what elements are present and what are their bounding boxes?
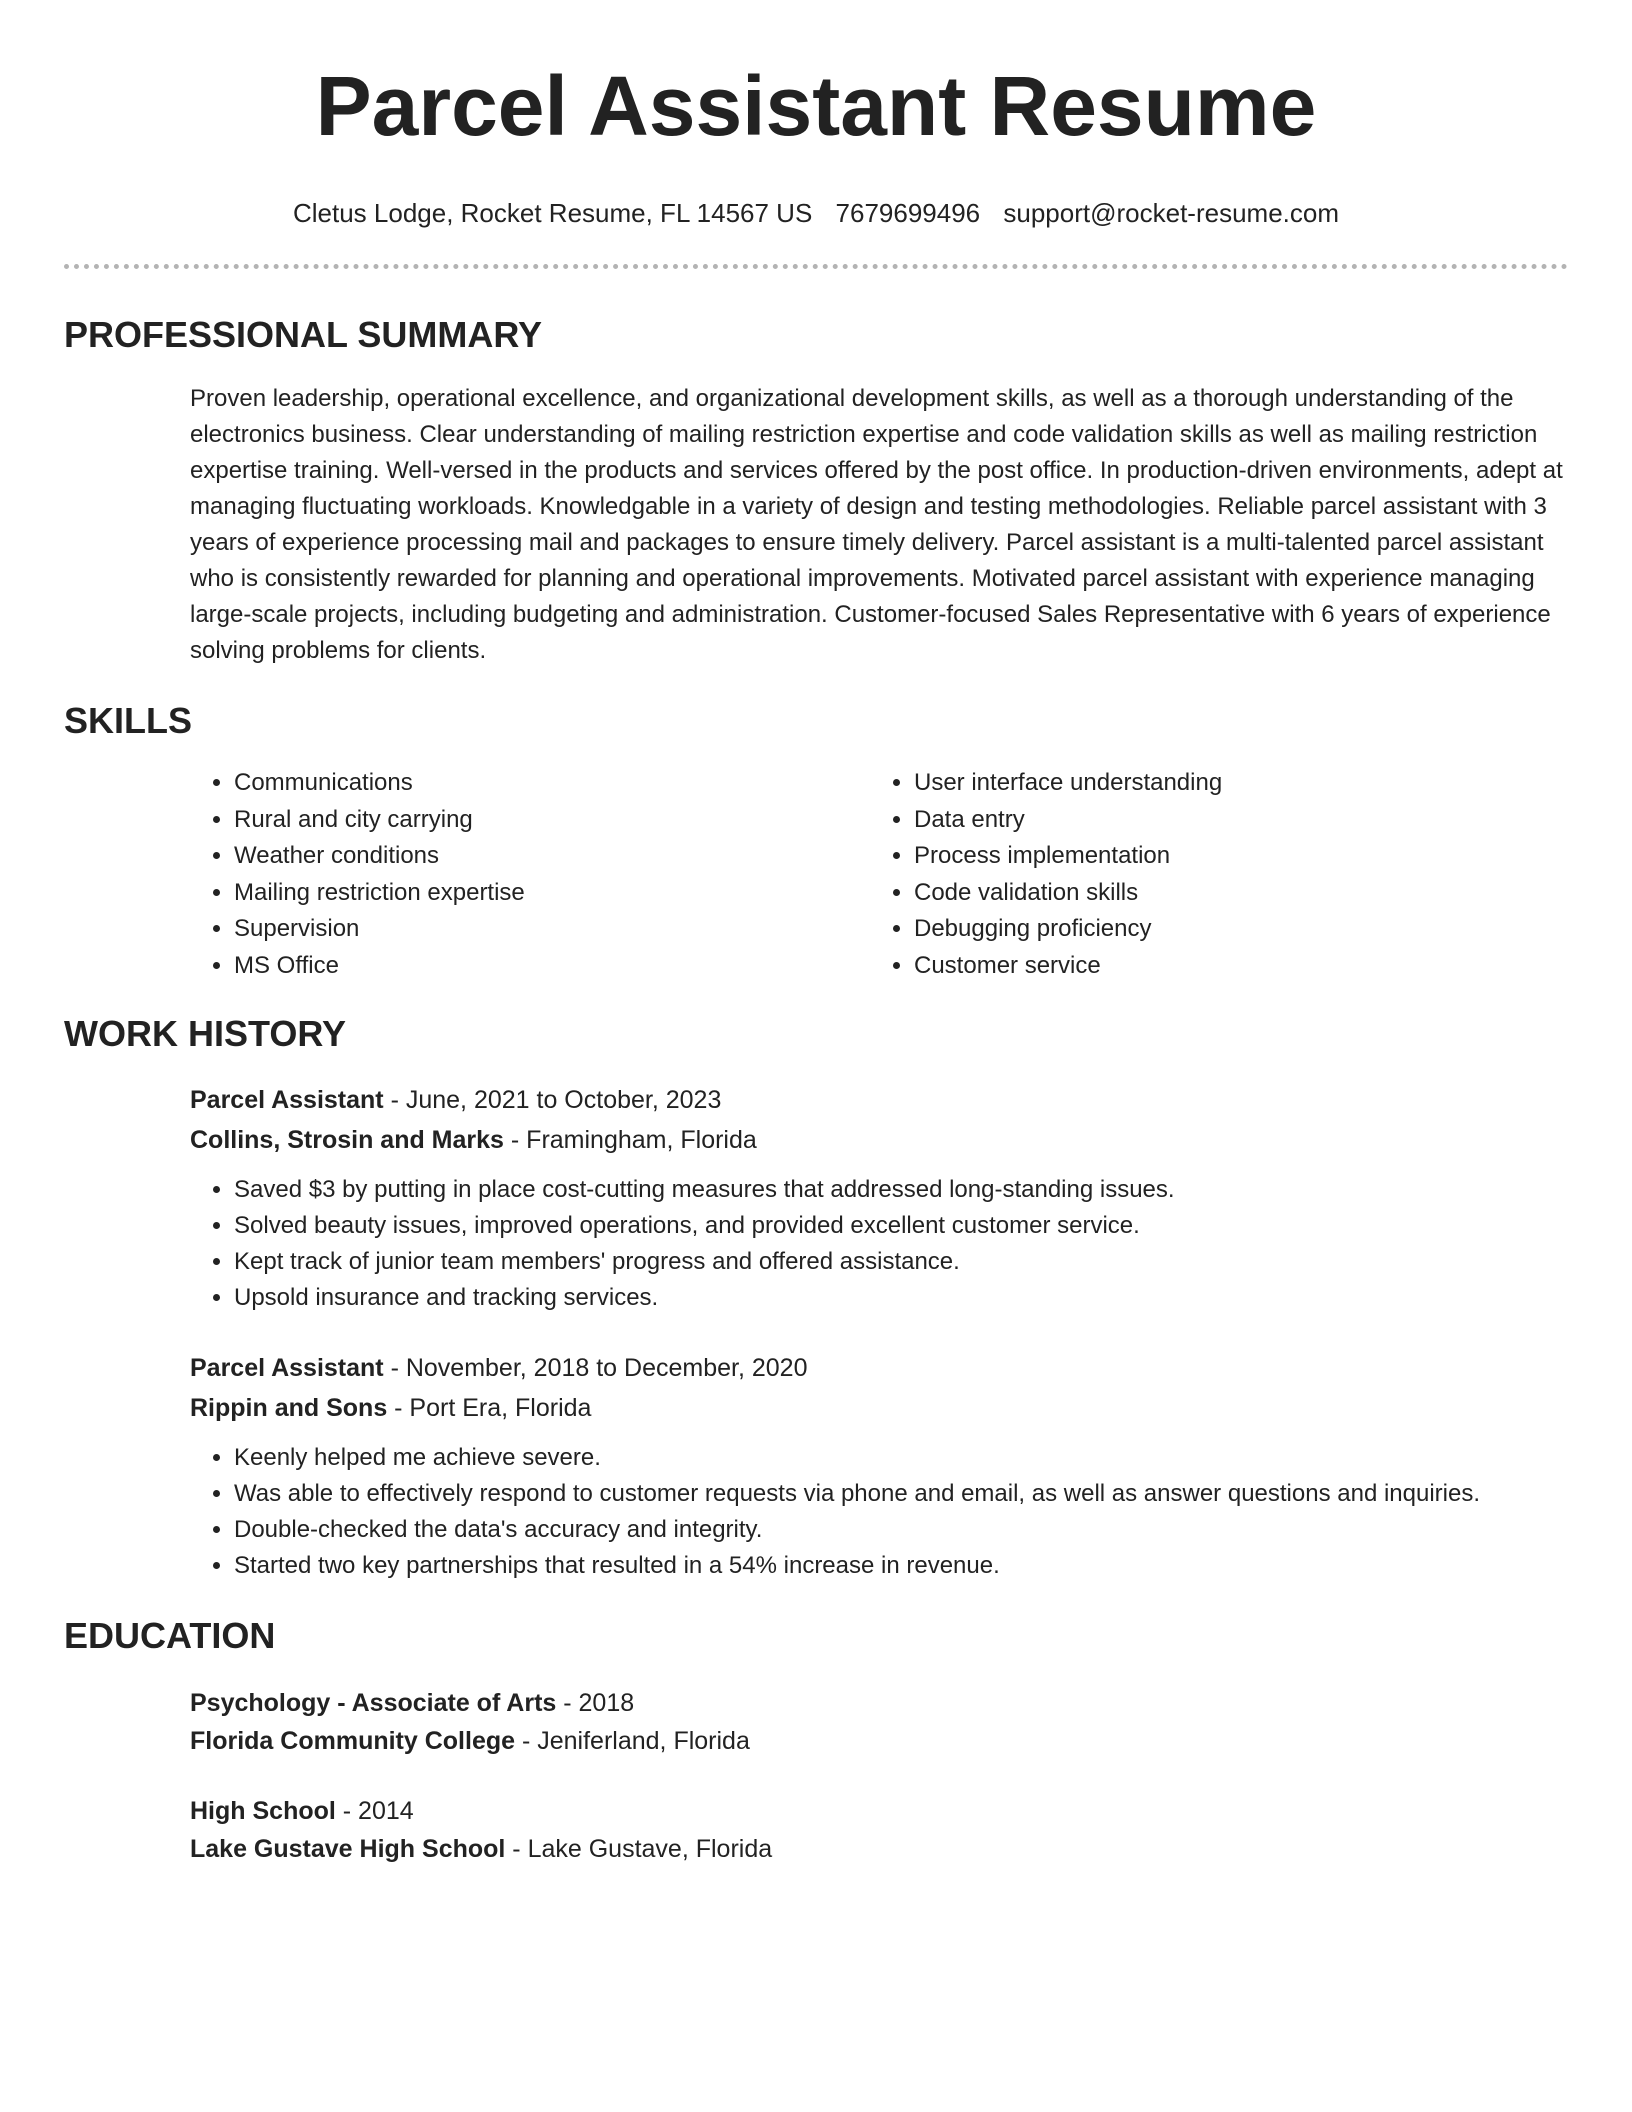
work-history-heading: WORK HISTORY xyxy=(64,1013,347,1054)
resume-title: Parcel Assistant Resume xyxy=(315,59,1317,153)
job-bullet: • Was able to effectively respond to customer requests via phone and email, as well as answer questions and inquiries. xyxy=(234,1476,1568,1512)
job-bullet: • Keenly helped me achieve severe. xyxy=(234,1440,1568,1476)
job-bullet: • Kept track of junior team members' progress and offered assistance. xyxy=(234,1244,1568,1280)
skill-item: • Mailing restriction expertise xyxy=(234,875,870,912)
job-bullets xyxy=(190,1440,1568,1584)
skill-item: • User interface understanding xyxy=(914,765,1554,802)
job-title: Parcel Assistant xyxy=(190,1354,384,1382)
education-school: Lake Gustave High School xyxy=(190,1835,506,1863)
education-degree-line xyxy=(190,1792,1568,1830)
summary-text: Proven leadership, operational excellence, and organizational development skills, as well as a thorough understanding of the electronics business. Clear understanding of mailing restriction expertise and code validation skills as well as mailing restriction expertise training. Well-versed in the products and services offered by the post office. In production-driven environments, adept at managing fluctuating workloads. Knowledgable in a variety of design and testing methodologies. Reliable parcel assistant with 3 years of experience processing mail and packages to ensure timely delivery. Parcel assistant is a multi-talented parcel assistant who is consistently rewarded for planning and operational improvements. Motivated parcel assistant with experience managing large-scale projects, including budgeting and administration. Customer-focused Sales Representative with 6 years of experience solving problems for clients. xyxy=(190,385,1563,664)
job-dates: - November, 2018 to December, 2020 xyxy=(383,1354,808,1382)
skill-item: • Supervision xyxy=(234,911,870,948)
job-company: Rippin and Sons xyxy=(190,1394,388,1422)
job-entry xyxy=(190,1080,1568,1316)
skill-item: • MS Office xyxy=(234,948,870,985)
education-school: Florida Community College xyxy=(190,1727,516,1755)
education-degree: High School xyxy=(190,1797,336,1825)
skill-item: • Customer service xyxy=(914,948,1554,985)
education-year: - 2014 xyxy=(335,1797,414,1825)
job-company-line xyxy=(190,1388,1568,1428)
skill-item: • Code validation skills xyxy=(914,875,1554,912)
job-location: - Framingham, Florida xyxy=(503,1126,757,1154)
header-divider xyxy=(64,264,1568,269)
education-school-line xyxy=(190,1830,1568,1868)
education-entry xyxy=(190,1792,1568,1868)
skill-item: • Rural and city carrying xyxy=(234,802,870,839)
education-heading: EDUCATION xyxy=(64,1615,276,1656)
job-company: Collins, Strosin and Marks xyxy=(190,1126,504,1154)
contact-address: Cletus Lodge, Rocket Resume, FL 14567 US xyxy=(292,198,813,228)
summary-heading: PROFESSIONAL SUMMARY xyxy=(64,314,543,355)
skill-item: • Data entry xyxy=(914,802,1554,839)
education-location: - Lake Gustave, Florida xyxy=(505,1835,773,1863)
job-company-line xyxy=(190,1120,1568,1160)
education-entry xyxy=(190,1684,1568,1760)
contact-line xyxy=(64,196,1568,230)
job-entry xyxy=(190,1348,1568,1584)
skill-item: • Communications xyxy=(234,765,870,802)
job-bullet: • Upsold insurance and tracking services. xyxy=(234,1280,1568,1316)
education-location: - Jeniferland, Florida xyxy=(515,1727,750,1755)
skills-column-left xyxy=(190,765,870,984)
skill-item: • Debugging proficiency xyxy=(914,911,1554,948)
education-year: - 2018 xyxy=(556,1689,635,1717)
job-title: Parcel Assistant xyxy=(190,1086,384,1114)
job-bullet: • Solved beauty issues, improved operations, and provided excellent customer service. xyxy=(234,1208,1568,1244)
contact-email: support@rocket-resume.com xyxy=(1003,198,1340,228)
job-bullet: • Started two key partnerships that resulted in a 54% increase in revenue. xyxy=(234,1548,1568,1584)
skill-item: • Process implementation xyxy=(914,838,1554,875)
skills-column-right xyxy=(870,765,1554,984)
job-title-line xyxy=(190,1080,1568,1120)
job-title-line xyxy=(190,1348,1568,1388)
job-bullet: • Saved $3 by putting in place cost-cutting measures that addressed long-standing issues. xyxy=(234,1172,1568,1208)
job-bullets xyxy=(190,1172,1568,1316)
skills-heading: SKILLS xyxy=(64,700,193,741)
job-dates: - June, 2021 to October, 2023 xyxy=(383,1086,722,1114)
job-bullet: • Double-checked the data's accuracy and integrity. xyxy=(234,1512,1568,1548)
contact-phone: 7679699496 xyxy=(835,198,981,228)
education-degree-line xyxy=(190,1684,1568,1722)
resume-page xyxy=(64,0,1568,1868)
job-location: - Port Era, Florida xyxy=(387,1394,592,1422)
education-degree: Psychology - Associate of Arts xyxy=(190,1689,557,1717)
skills-list xyxy=(190,765,1568,984)
skill-item: • Weather conditions xyxy=(234,838,870,875)
education-school-line xyxy=(190,1722,1568,1760)
